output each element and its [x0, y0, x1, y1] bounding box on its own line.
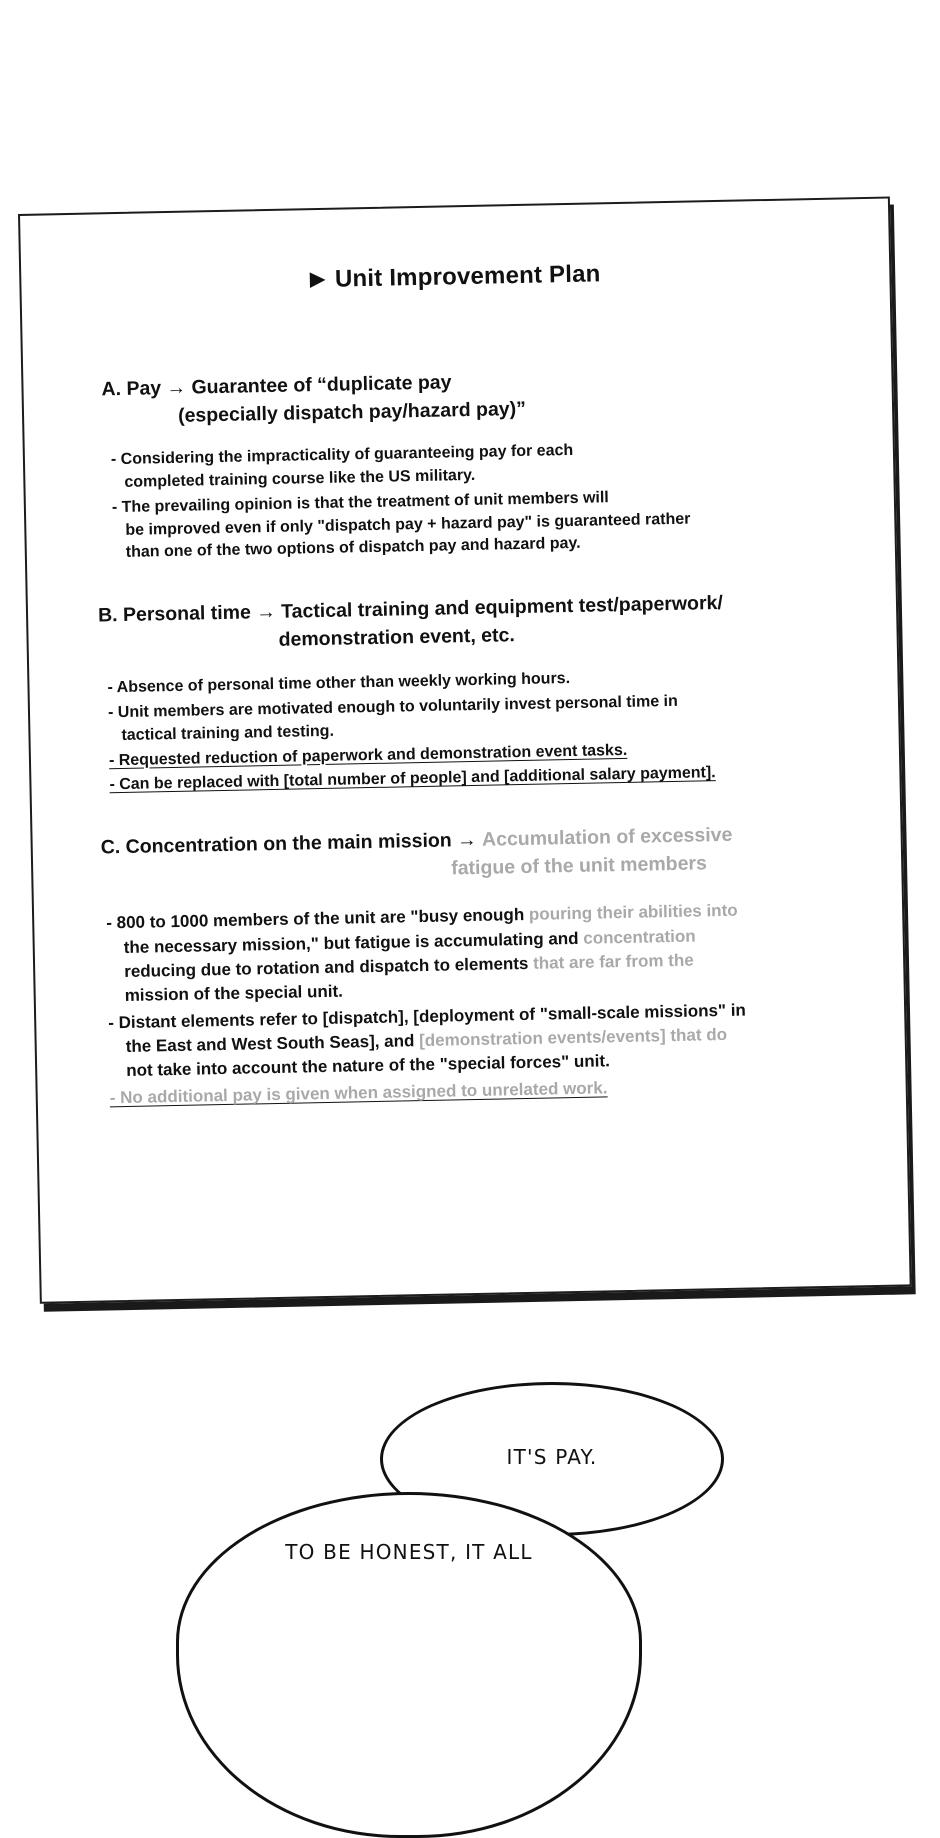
section-c-heading	[100, 819, 861, 890]
bullet-text: the East and West South Seas], and	[125, 1031, 420, 1057]
bullet-line: be improved even if only "dispatch pay + hazard pay" is guaranteed rather	[125, 510, 691, 539]
section-a	[101, 361, 855, 567]
section-b-heading-line2: demonstration event, etc.	[278, 623, 515, 651]
bullet-text-grey: concentration	[583, 926, 696, 948]
bullet-text-grey: pouring their abilities into	[528, 901, 738, 925]
bullet-text: reducing due to rotation and dispatch to elements	[124, 953, 534, 981]
bullet-line: - Absence of personal time other than weekly working hours.	[107, 670, 571, 697]
list-item	[112, 482, 855, 565]
bullet-line: - Unit members are motivated enough to voluntarily invest personal time in	[107, 692, 678, 722]
list-item	[108, 996, 865, 1084]
section-c-bullets	[102, 897, 866, 1111]
bullet-text: not take into account the nature of the "special forces" unit.	[126, 1051, 610, 1081]
bullet-line: - Requested reduction of paperwork and demonstration event tasks.	[108, 741, 628, 769]
section-a-heading-line2: (especially dispatch pay/hazard pay)”	[177, 397, 527, 427]
section-b-heading	[98, 587, 857, 658]
section-c-heading-line1-grey: Accumulation of excessive	[481, 823, 733, 851]
section-a-bullets	[103, 435, 855, 566]
triangle-bullet-icon: ▶	[309, 268, 326, 291]
speech-balloon-text: IT'S PAY.	[506, 1445, 598, 1469]
bullet-text: the necessary mission," but fatigue is accumulating and	[123, 928, 584, 957]
list-item	[106, 897, 864, 1009]
bullet-line: than one of the two options of dispatch pay and hazard pay.	[125, 535, 581, 562]
section-c-heading-line1-dark: C. Concentration on the main mission →	[100, 828, 483, 859]
document-title-text: Unit Improvement Plan	[334, 260, 601, 293]
document-sheet	[18, 196, 912, 1303]
section-b-heading-line1: B. Personal time → Tactical training and equipment test/paperwork/	[97, 591, 724, 627]
section-a-heading	[101, 361, 852, 431]
document-title	[21, 255, 889, 300]
section-b-bullets	[99, 663, 859, 798]
bullet-text: - 800 to 1000 members of the unit are "busy enough	[106, 905, 530, 933]
bullet-line: - Considering the impracticality of guaranteeing pay for each	[110, 442, 574, 469]
bullet-text: mission of the special unit.	[124, 981, 344, 1005]
bullet-line: tactical training and testing.	[121, 722, 335, 744]
bullet-text-grey: [demonstration events/events] that do	[418, 1024, 728, 1051]
section-b	[98, 587, 860, 799]
bullet-text: - Distant elements refer to [dispatch], [deployment of "small-scale missions" in	[108, 1000, 747, 1033]
bullet-line: completed training course like the US military.	[124, 466, 476, 492]
section-c-heading-line2: fatigue of the unit members	[450, 851, 708, 880]
bullet-text-grey: that are far from the	[532, 950, 694, 973]
bullet-line: - The prevailing opinion is that the treatment of unit members will	[111, 489, 609, 516]
speech-balloon	[176, 1492, 642, 1838]
speech-balloon-text: TO BE HONEST, IT ALL	[285, 1540, 533, 1564]
bullet-line: - Can be replaced with [total number of people] and [additional salary payment].	[109, 764, 716, 794]
section-a-heading-line1: A. Pay → Guarantee of “duplicate pay	[101, 371, 452, 401]
section-c	[100, 819, 865, 1114]
bullet-line: - No additional pay is given when assigned to unrelated work.	[109, 1078, 608, 1108]
